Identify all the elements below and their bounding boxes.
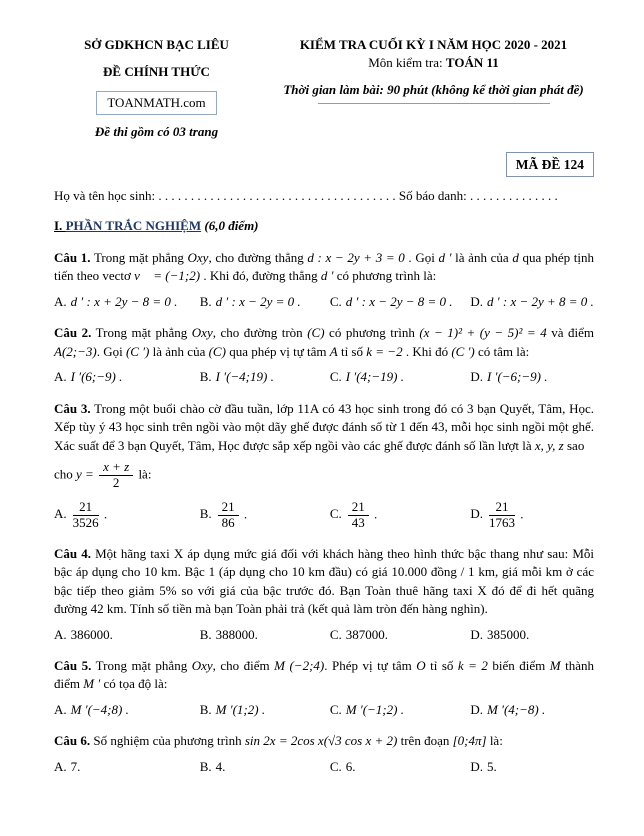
site-name: TOANMATH.com bbox=[107, 94, 206, 110]
answer-option-d bbox=[470, 368, 594, 386]
math-expression: (x − 1)² + (y − 5)² = 4 bbox=[419, 325, 547, 341]
fraction-denominator: 2 bbox=[112, 474, 120, 490]
option-letter: D. bbox=[470, 293, 484, 309]
option-text: I ′(6;−9) . bbox=[70, 369, 123, 385]
question-5-text bbox=[54, 658, 594, 691]
answer-option-c bbox=[330, 293, 471, 311]
fraction bbox=[489, 500, 515, 531]
header-right-block bbox=[259, 36, 594, 142]
option-letter: D. bbox=[470, 626, 484, 642]
answer-option-d bbox=[470, 499, 594, 532]
math-expression: M ′ bbox=[83, 676, 101, 692]
question-5-options bbox=[54, 701, 594, 719]
denominator: 43 bbox=[351, 514, 365, 530]
question-3 bbox=[54, 400, 594, 532]
option-text: 387000. bbox=[345, 626, 389, 642]
question-3-options bbox=[54, 499, 594, 532]
math-expression: A bbox=[329, 343, 338, 359]
body-text: . Phép vị tự tâm bbox=[324, 657, 417, 673]
question-5-label: Câu 5. bbox=[54, 657, 92, 673]
option-letter: B. bbox=[199, 506, 212, 522]
site-badge bbox=[96, 91, 216, 115]
question-6-label: Câu 6. bbox=[54, 733, 91, 749]
document-header bbox=[54, 36, 594, 142]
option-letter: D. bbox=[470, 701, 484, 717]
option-letter: A. bbox=[54, 293, 67, 309]
option-letter: C. bbox=[329, 701, 342, 717]
option-suffix: . bbox=[517, 506, 524, 522]
formula-lhs: y = bbox=[76, 466, 94, 482]
question-1-body bbox=[54, 249, 594, 286]
denominator: 3526 bbox=[72, 514, 99, 530]
option-text: M ′(4;−8) . bbox=[487, 701, 546, 717]
formula-fraction bbox=[99, 460, 133, 491]
answer-option-a bbox=[54, 758, 200, 776]
option-text: 4. bbox=[215, 758, 226, 774]
option-text: 6. bbox=[345, 758, 356, 774]
body-text: trên đoạn bbox=[397, 733, 453, 749]
question-3-label: Câu 3. bbox=[54, 400, 91, 416]
fraction bbox=[73, 500, 99, 531]
option-letter: A. bbox=[54, 758, 67, 774]
option-text: 386000. bbox=[70, 626, 113, 642]
math-expression: sin 2x = 2cos x(√3 cos x + 2) bbox=[244, 733, 398, 749]
math-expression: v⃗ = (−1;2) bbox=[134, 268, 201, 284]
option-suffix: . bbox=[370, 506, 378, 522]
option-suffix: . bbox=[240, 506, 248, 522]
subject-name: TOÁN 11 bbox=[445, 55, 499, 71]
question-1 bbox=[54, 249, 594, 311]
duration-block bbox=[273, 81, 594, 104]
section-numeral: I. bbox=[54, 218, 66, 234]
answer-option-b bbox=[200, 499, 330, 532]
section-heading bbox=[54, 217, 594, 235]
question-4 bbox=[54, 545, 594, 644]
option-letter: A. bbox=[54, 701, 67, 717]
body-text: tỉ số bbox=[425, 657, 458, 673]
option-text: I ′(−4;19) . bbox=[215, 369, 274, 385]
option-text: d ′ : x − 2y − 8 = 0 . bbox=[345, 293, 453, 309]
question-2-options bbox=[54, 368, 594, 386]
formula-pre-text: cho bbox=[54, 466, 77, 482]
header-divider-rule bbox=[318, 103, 550, 104]
denominator: 86 bbox=[221, 514, 235, 530]
answer-option-b bbox=[200, 626, 330, 644]
answer-option-b bbox=[200, 293, 330, 311]
math-expression: k = −2 bbox=[366, 343, 403, 359]
math-expression: Oxy bbox=[191, 657, 213, 673]
math-expression: (C) bbox=[208, 343, 226, 359]
exam-title: KIỂM TRA CUỐI KỲ I NĂM HỌC 2020 - 2021 bbox=[299, 37, 568, 52]
section-points: (6,0 điểm) bbox=[201, 218, 259, 234]
math-expression: (C ′) bbox=[125, 343, 150, 359]
option-letter: B. bbox=[199, 758, 212, 774]
question-6-options bbox=[54, 758, 594, 776]
official-exam-label: ĐỀ CHÍNH THỨC bbox=[103, 64, 210, 80]
student-name-label: Họ và tên học sinh: bbox=[54, 187, 156, 203]
option-suffix: . bbox=[100, 506, 108, 522]
department-name: SỞ GDKHCN BẠC LIÊU bbox=[84, 37, 229, 52]
answer-option-d bbox=[470, 626, 594, 644]
answer-option-c bbox=[330, 499, 471, 532]
question-4-label: Câu 4. bbox=[54, 545, 91, 561]
option-text: I ′(−6;−9) . bbox=[487, 369, 548, 385]
question-6-text bbox=[93, 733, 502, 748]
body-text: . Gọi bbox=[404, 249, 439, 265]
option-text: d ′ : x − 2y = 0 . bbox=[215, 293, 301, 309]
body-text: biến điểm bbox=[487, 657, 550, 673]
question-3-formula bbox=[54, 459, 594, 492]
math-expression: (C ′) bbox=[451, 343, 475, 359]
body-text: thành điểm bbox=[54, 657, 594, 692]
answer-option-d bbox=[470, 293, 594, 311]
option-letter: B. bbox=[199, 369, 212, 385]
option-text: M ′(−1;2) . bbox=[345, 701, 404, 717]
question-5 bbox=[54, 657, 594, 719]
answer-option-a bbox=[54, 499, 200, 532]
numerator: 21 bbox=[73, 500, 99, 516]
body-text: , cho đường thẳng bbox=[208, 249, 308, 265]
math-expression: M (−2;4) bbox=[274, 657, 325, 673]
body-text: . Khi đó, đường thẳng bbox=[200, 268, 321, 284]
answer-option-a bbox=[54, 368, 200, 386]
option-text: d ′ : x − 2y + 8 = 0 . bbox=[487, 293, 594, 309]
option-text: 388000. bbox=[215, 626, 258, 642]
body-text: có tọa độ là: bbox=[100, 676, 168, 692]
body-text: và điểm bbox=[546, 325, 595, 341]
numerator: 21 bbox=[348, 500, 369, 516]
body-text: là ảnh của bbox=[149, 343, 209, 359]
subject-label: Môn kiểm tra: bbox=[368, 55, 446, 71]
body-text: qua phép vị tự tâm bbox=[225, 343, 330, 359]
body-text: qua phép tịnh tiến theo vectơ bbox=[54, 249, 595, 284]
question-4-body bbox=[54, 545, 594, 619]
option-text: 385000. bbox=[487, 626, 530, 642]
body-text: Trong mặt phẳng bbox=[93, 249, 188, 265]
body-text: là ảnh của bbox=[451, 249, 513, 265]
question-6-body bbox=[54, 732, 594, 750]
question-3-text bbox=[54, 401, 594, 453]
numerator: 21 bbox=[218, 500, 239, 516]
option-letter: D. bbox=[470, 758, 484, 774]
exam-code-badge: MÃ ĐỀ 124 bbox=[506, 152, 594, 177]
formula-post-text: là: bbox=[138, 466, 152, 482]
answer-option-d bbox=[470, 701, 594, 719]
option-letter: B. bbox=[199, 293, 212, 309]
body-text: Trong mặt phẳng bbox=[95, 657, 192, 673]
fraction-numerator: x + z bbox=[99, 460, 133, 476]
option-text: I ′(4;−19) . bbox=[345, 369, 404, 385]
answer-option-a bbox=[54, 293, 200, 311]
duration-text: Thời gian làm bài: 90 phút (không kể thời gian phát đề) bbox=[283, 81, 584, 97]
question-2-text bbox=[54, 325, 594, 358]
math-expression: x, y, z bbox=[534, 437, 564, 453]
question-1-text bbox=[54, 250, 594, 283]
option-letter: B. bbox=[199, 701, 212, 717]
body-text: tỉ số bbox=[337, 343, 367, 359]
subject-line bbox=[273, 54, 594, 72]
option-letter: C. bbox=[329, 626, 342, 642]
math-expression: Oxy bbox=[187, 249, 209, 265]
option-letter: C. bbox=[329, 369, 342, 385]
question-2-body bbox=[54, 324, 594, 361]
question-4-options bbox=[54, 626, 594, 644]
answer-option-c bbox=[330, 701, 471, 719]
question-2 bbox=[54, 324, 594, 386]
question-3-body bbox=[54, 400, 594, 455]
math-expression: Oxy bbox=[191, 325, 213, 341]
body-text: là: bbox=[486, 733, 503, 749]
body-text: Trong một buổi chào cờ đầu tuần, lớp 11A có 43 học sinh trong đó có 3 bạn Quyết, Tâm, Học. Xếp tùy ý 43 học sinh trên ngồi vào một dãy ghế được đánh số từ 1 đến 43, mỗi học sinh ngồi một ghế. Xác suất để 3 bạn Quyết, Tâm, Học được sắp xếp ngồi vào các ghế được đánh số lần lượt là bbox=[54, 400, 594, 453]
fraction bbox=[348, 500, 369, 531]
body-text: Số nghiệm của phương trình bbox=[93, 733, 245, 749]
math-expression: [0;4π] bbox=[452, 733, 487, 749]
option-letter: B. bbox=[199, 626, 212, 642]
option-text: 7. bbox=[70, 758, 81, 774]
body-text: Một hãng taxi X áp dụng mức giá đối với khách hàng theo hình thức bậc thang như sau: Mỗi bậc áp dụng cho 10 km. Bậc 1 (áp dụng cho 10 km đầu) có giá 10.000 đồng / 1 km, giá mỗi km ở các bậc tiếp theo giảm 5% so với giá của bậc trước đó. Bạn Toàn thuê hãng taxi X đó để đi hết quãng đường 42 km. Tính số tiền mà bạn Toàn phải trả (kết quả làm tròn đến hàng nghìn). bbox=[54, 545, 595, 617]
option-letter: A. bbox=[54, 506, 67, 522]
header-left-block bbox=[54, 36, 259, 142]
question-6 bbox=[54, 732, 594, 776]
answer-option-a bbox=[54, 626, 200, 644]
question-5-body bbox=[54, 657, 594, 694]
student-id-label: Số báo danh: bbox=[398, 187, 467, 203]
math-expression: M bbox=[549, 657, 561, 673]
math-expression: d ′ bbox=[320, 268, 334, 284]
student-id-dotted-field: . . . . . . . . . . . . . . bbox=[469, 187, 558, 203]
answer-option-c bbox=[330, 626, 471, 644]
section-title: PHẦN TRẮC NGHIỆM bbox=[65, 218, 202, 234]
body-text: . Khi đó bbox=[402, 343, 452, 359]
option-letter: D. bbox=[470, 506, 484, 522]
exam-code-row bbox=[54, 152, 594, 177]
math-expression: A(2;−3) bbox=[54, 343, 97, 359]
body-text: , cho điểm bbox=[212, 657, 275, 673]
body-text: có tâm là: bbox=[474, 343, 530, 359]
option-letter: D. bbox=[470, 369, 484, 385]
math-expression: d : x − 2y + 3 = 0 bbox=[307, 249, 405, 265]
answer-option-d bbox=[470, 758, 594, 776]
option-text: d ′ : x + 2y − 8 = 0 . bbox=[70, 293, 178, 309]
math-expression: d ′ bbox=[438, 249, 452, 265]
option-text: M ′(1;2) . bbox=[215, 701, 266, 717]
question-2-label: Câu 2. bbox=[54, 325, 92, 341]
body-text: . Gọi bbox=[96, 343, 126, 359]
body-text: có phương trình là: bbox=[333, 268, 437, 284]
denominator: 1763 bbox=[489, 514, 516, 530]
student-name-dotted-field: . . . . . . . . . . . . . . . . . . . . . . . . . . . . . . . . . . . . . bbox=[158, 187, 396, 203]
option-letter: C. bbox=[329, 758, 342, 774]
option-text: M ′(−4;8) . bbox=[70, 701, 129, 717]
answer-option-c bbox=[330, 758, 471, 776]
question-1-label: Câu 1. bbox=[54, 249, 91, 265]
fraction bbox=[218, 500, 239, 531]
answer-option-b bbox=[200, 368, 330, 386]
pages-note: Đề thi gồm có 03 trang bbox=[94, 124, 219, 140]
answer-option-a bbox=[54, 701, 200, 719]
math-expression: (C) bbox=[307, 325, 325, 341]
answer-option-c bbox=[330, 368, 471, 386]
question-1-options bbox=[54, 293, 594, 311]
answer-option-b bbox=[200, 701, 330, 719]
body-text: có phương trình bbox=[324, 325, 420, 341]
option-letter: C. bbox=[329, 506, 342, 522]
math-expression: k = 2 bbox=[457, 657, 488, 673]
option-text: 5. bbox=[487, 758, 497, 774]
body-text: , cho đường tròn bbox=[212, 325, 308, 341]
option-letter: A. bbox=[54, 369, 67, 385]
math-expression: d bbox=[512, 249, 519, 265]
question-4-text bbox=[54, 546, 594, 616]
option-letter: C. bbox=[329, 293, 342, 309]
student-info-line bbox=[54, 187, 594, 205]
body-text: Trong mặt phẳng bbox=[95, 325, 192, 341]
answer-option-b bbox=[200, 758, 330, 776]
math-expression: O bbox=[416, 657, 426, 673]
body-text: sao bbox=[563, 437, 585, 453]
option-letter: A. bbox=[54, 626, 67, 642]
numerator: 21 bbox=[489, 500, 515, 516]
